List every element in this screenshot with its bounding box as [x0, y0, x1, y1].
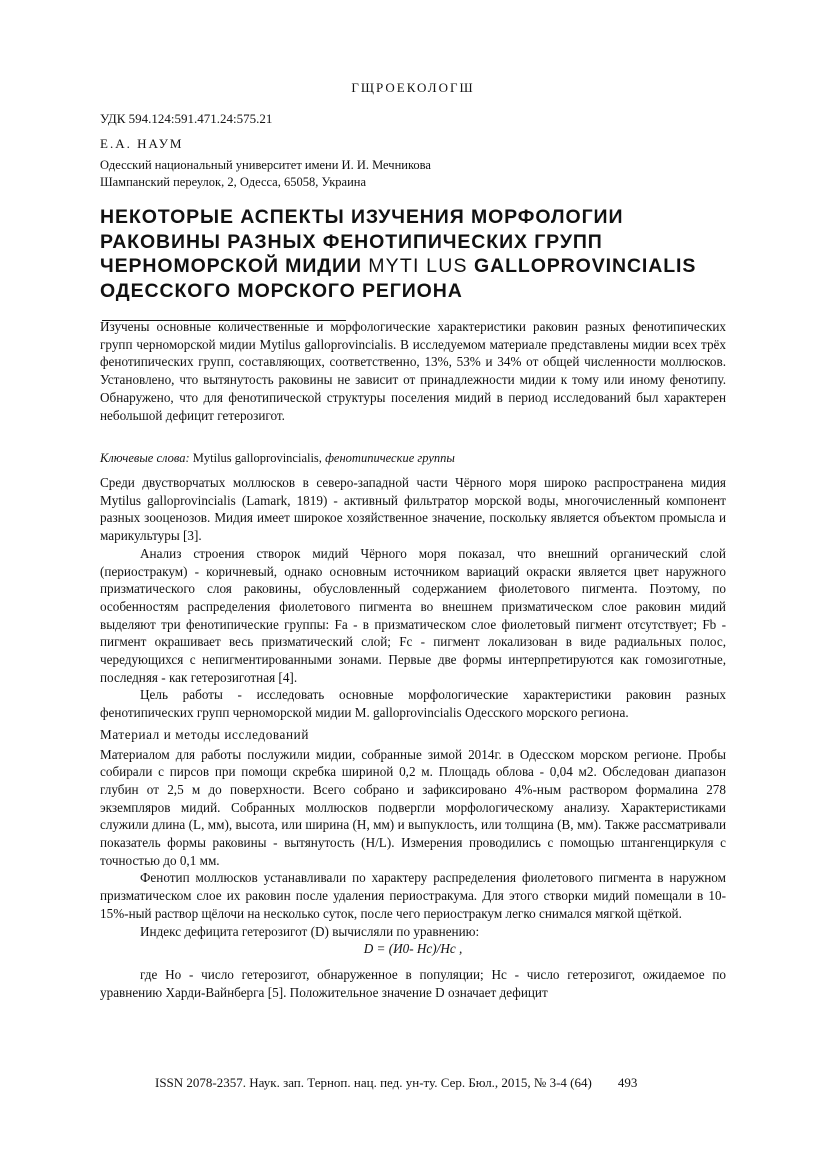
running-header: ГЩРОЕКОЛОГШ: [351, 80, 475, 95]
formula-heterozygote-deficit: D = (И0- Hc)/Hc ,: [363, 941, 463, 957]
keywords-species: Mytilus galloprovincialis,: [192, 451, 322, 465]
title-part-2: GALLOPROVINCIALIS ОДЕССКОГО МОРСКОГО РЕГИОНА: [100, 255, 697, 302]
paragraph-methods: Материалом для работы послужили мидии, собранные зимой 2014г. в Одесском морском регионе. Пробы собирали с пирсов при помощи скребка шириной 0,2 м. Площадь облова - 0,04 м2. Обследован диапазон глубин от 2,5 м до поверхности. Всего собрано и зафиксировано 4%-ным раствором формалина 278 экземпляров мидий. Собранных моллюсков подвергли морфологическому анализу. Характеристиками служили длина (L, мм), высота, или ширина (H, мм) и выпуклость, или толщина (B, мм). Также рассматривали показатель формы раковины - вытянутость (H/L). Измерения проводились с помощью штангенциркуля с точностью до 0,1 мм.: [100, 746, 726, 868]
paragraph-intro: Среди двустворчатых моллюсков в северо-западной части Чёрного моря широко распространена мидия Mytilus galloprovincialis (Lamark, 1819) - активный фильтратор морской воды, многочисленный компонент разных зооценозов. Мидия имеет широкое хозяйственное значение, поскольку является объектом промысла и марикультуры [3].: [100, 475, 726, 544]
affiliation-line-2: Шампанский переулок, 2, Одесса, 65058, Украина: [100, 175, 367, 189]
title-species-genus: MYTI LUS: [368, 255, 468, 277]
title-part-1: НЕКОТОРЫЕ АСПЕКТЫ ИЗУЧЕНИЯ МОРФОЛОГИИ РАКОВИНЫ РАЗНЫХ ФЕНОТИПИЧЕСКИХ ГРУПП ЧЕРНОМОРСКОЙ МИДИИ: [100, 206, 624, 277]
paragraph-index-intro: Индекс дефицита гетерозигот (D) вычисляли по уравнению:: [140, 923, 480, 939]
footer-citation: ISSN 2078-2357. Наук. зап. Терноп. нац. пед. ун-ту. Сер. Бюл., 2015, № 3-4 (64): [155, 1075, 592, 1090]
paragraph-aim: Цель работы - исследовать основные морфологические характеристики раковин разных фенотипических групп черноморской мидии M. galloprovincialis Одесского морского региона.: [100, 687, 726, 721]
author-affiliation: [100, 157, 431, 191]
affiliation-line-1: Одесский национальный университет имени И. И. Мечникова: [100, 158, 431, 172]
paragraph-analysis: Анализ строения створок мидий Чёрного моря показал, что внешний органический слой (периостракум) - коричневый, однако основным источником вариаций окраски является цвет наружного призматического слоя раковины, обусловленный содержанием фиолетового пигмента. Поэтому, по особенностям распределения фиолетового пигмента во внешнем призматическом слое раковин мидий выделяют три фенотипические группы: Fa - в призматическом слое фиолетовый пигмент отсутствует; Fb - пигмент окрашивает весь призматический слой; Fc - пигмент локализован в виде радиальных полос, чередующихся с непигментированными зонами. Первые две формы интерпретируются как гомозиготные, последняя - как гетерозиготная [4].: [100, 545, 726, 685]
keywords-rest: фенотипические группы: [325, 451, 455, 465]
article-title: [100, 205, 700, 328]
section-heading-methods: Материал и методы исследований: [100, 726, 309, 742]
page-number: 493: [617, 1075, 638, 1090]
paragraph-phenotype: Фенотип моллюсков устанавливали по характеру распределения фиолетового пигмента в наружном призматическом слое их раковин после удаления периостракума. Для этого створки мидий помещали в 10-15%-ный раствор щёлочи на несколько суток, после чего периостракум легко снимался мягкой щёткой.: [100, 870, 726, 921]
author-name: Е.А. НАУМ: [100, 136, 184, 151]
article-body: [100, 474, 726, 1001]
page-footer: [155, 1075, 637, 1091]
paragraph-where: где Но - число гетерозигот, обнаруженное в популяции; Нс - число гетерозигот, ожидаемое по уравнению Харди-Вайнберга [5]. Положительное значение D означает дефицит: [100, 966, 726, 1000]
keywords-label: Ключевые слова:: [100, 451, 190, 465]
udk-code: УДК 594.124:591.471.24:575.21: [100, 111, 273, 126]
abstract-text: Изучены основные количественные и морфологические характеристики раковин разных фенотипических групп черноморской мидии Mytilus galloprovincialis. В исследуемом материале представлены мидии всех трёх фенотипических групп, составляющих, соответственно, 13%, 53% и 34% от общей численности моллюсков. Установлено, что вытянутость раковины не зависит от принадлежности мидии к тому или иному фенотипу. Обнаружено, что для фенотипической структуры поселения мидий в период исследований был характерен небольшой дефицит гетерозигот.: [100, 319, 726, 423]
abstract: [100, 318, 726, 424]
keywords: [100, 451, 455, 466]
